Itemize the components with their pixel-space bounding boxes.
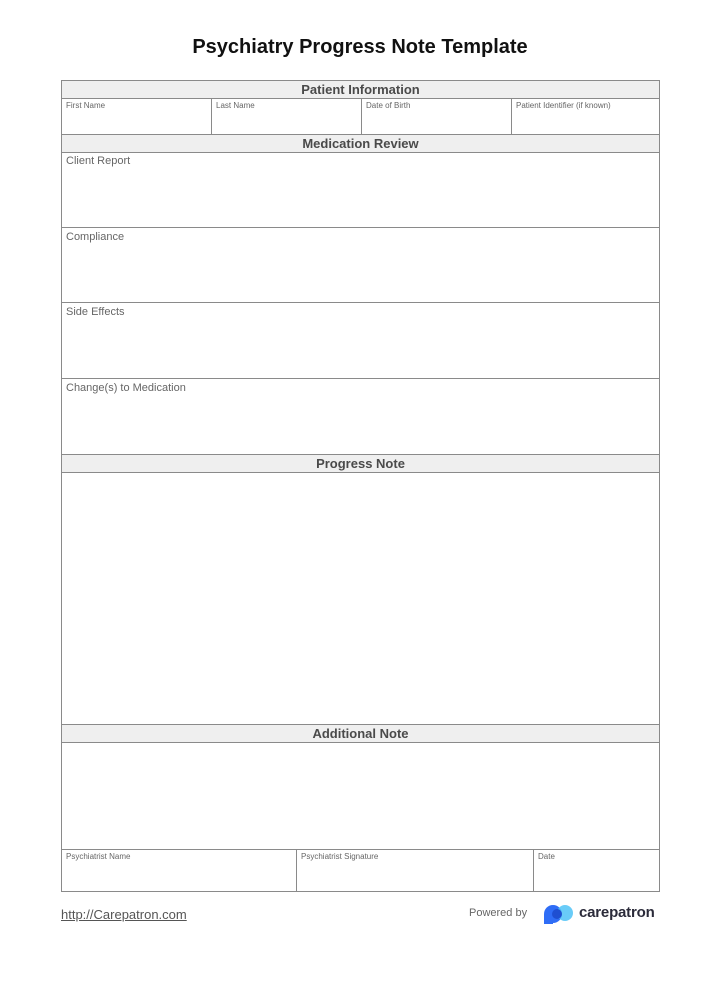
- divider: [511, 99, 512, 134]
- powered-by-text: Powered by: [469, 907, 528, 919]
- divider: [361, 99, 362, 134]
- first-name-label: First Name: [66, 101, 106, 110]
- carepatron-logo: [543, 901, 663, 927]
- page-title: Psychiatry Progress Note Template: [192, 36, 528, 58]
- progress-note-form: [61, 80, 660, 892]
- carepatron-logo-icon: [543, 903, 577, 925]
- compliance-label: Compliance: [66, 231, 125, 243]
- psychiatrist-signature-label: Psychiatrist Signature: [301, 852, 379, 861]
- additional-note-header: Additional Note: [62, 725, 659, 743]
- date-label: Date: [538, 852, 555, 861]
- patient-information-header: Patient Information: [62, 81, 659, 99]
- carepatron-link[interactable]: http://Carepatron.com: [61, 907, 187, 922]
- last-name-label: Last Name: [216, 101, 255, 110]
- psychiatrist-name-label: Psychiatrist Name: [66, 852, 131, 861]
- medication-changes-label: Change(s) to Medication: [66, 382, 186, 394]
- divider: [533, 849, 534, 891]
- divider: [296, 849, 297, 891]
- divider: [62, 227, 659, 228]
- divider: [62, 378, 659, 379]
- divider: [62, 302, 659, 303]
- divider: [62, 849, 659, 850]
- progress-note-header: Progress Note: [62, 455, 659, 473]
- side-effects-label: Side Effects: [66, 306, 125, 318]
- patient-identifier-label: Patient Identifier (if known): [516, 101, 611, 110]
- date-of-birth-label: Date of Birth: [366, 101, 411, 110]
- divider: [211, 99, 212, 134]
- client-report-label: Client Report: [66, 155, 131, 167]
- medication-review-header: Medication Review: [62, 135, 659, 153]
- carepatron-brand: carepatron: [579, 904, 655, 921]
